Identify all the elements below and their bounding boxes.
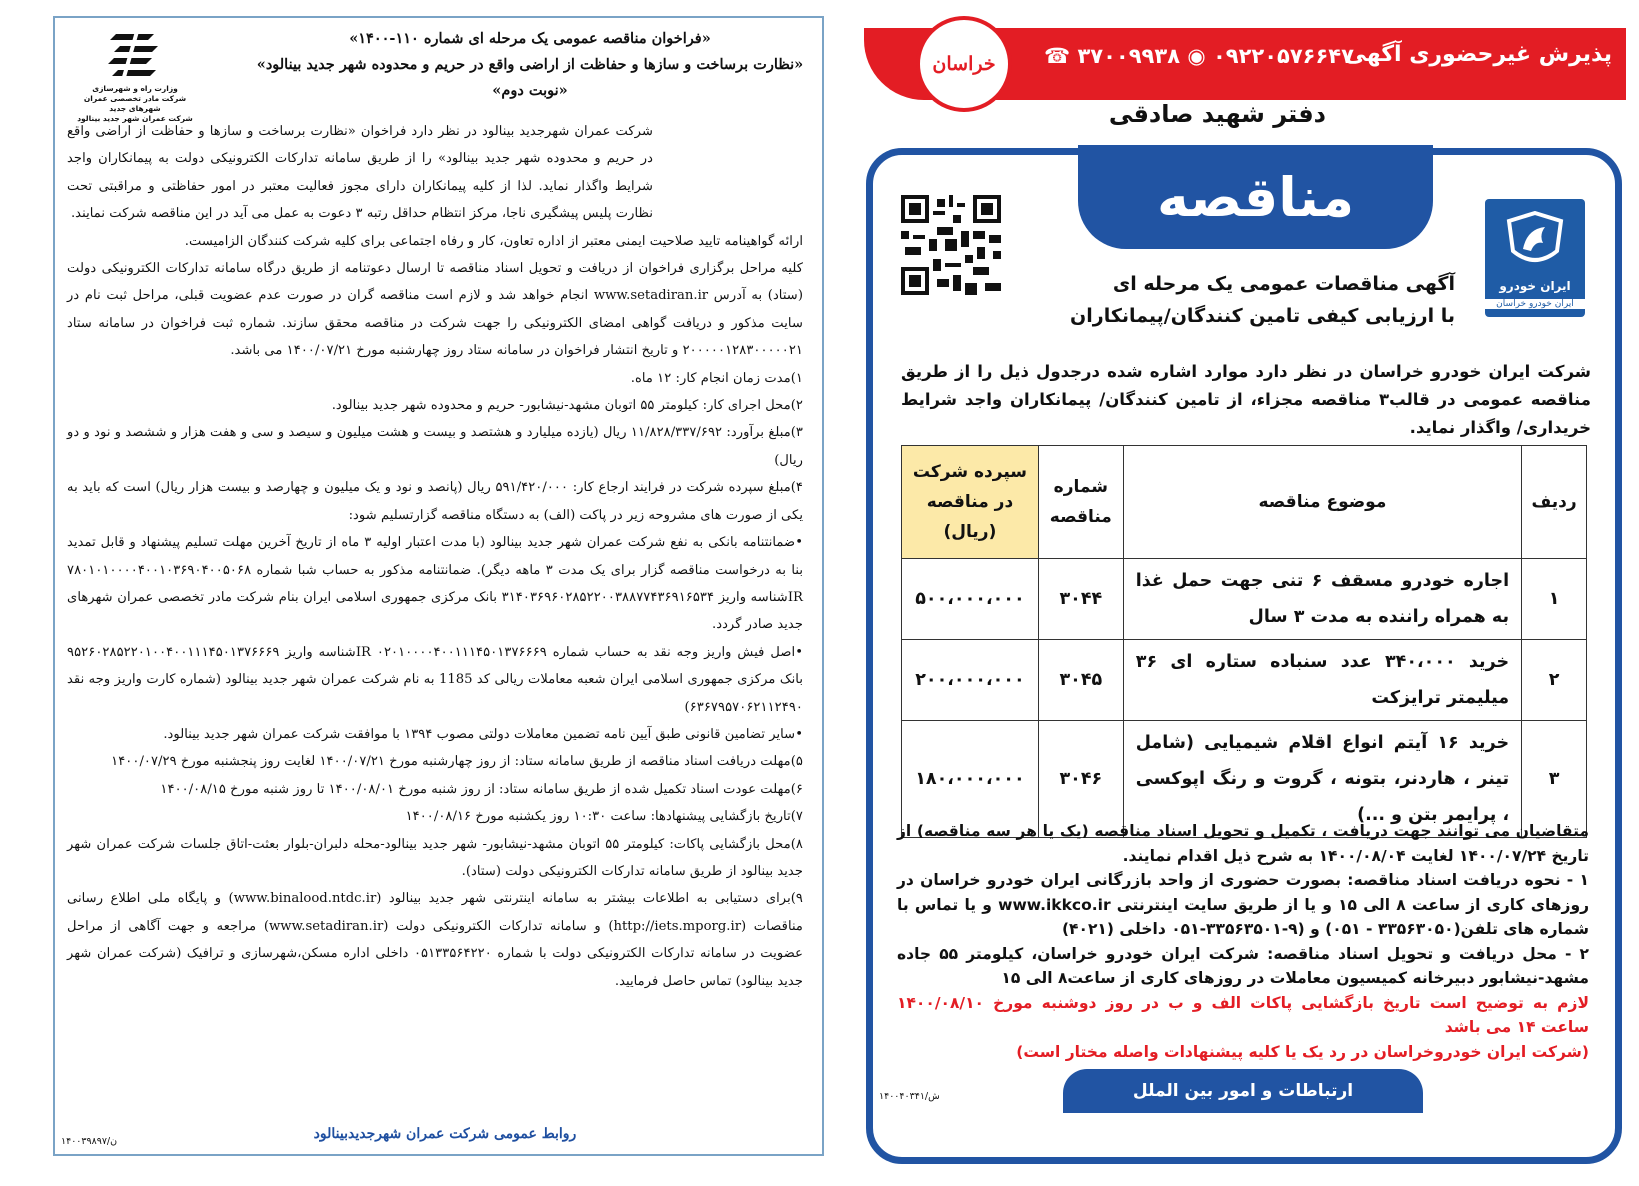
left-paragraph: ۱)مدت زمان انجام کار: ۱۲ ماه. xyxy=(630,370,803,386)
cell-tender-number: ۳۰۴۵ xyxy=(1038,640,1123,721)
tender-tab-title: مناقصه xyxy=(1078,145,1433,249)
tender-frame xyxy=(866,148,1622,1164)
cell-deposit: ۲۰۰،۰۰۰،۰۰۰ xyxy=(902,640,1039,721)
header-subject: موضوع مناقصه xyxy=(1123,446,1521,559)
left-paragraph: ۶)مهلت عودت اسناد تکمیل شده از طریق سامانه ستاد: از روز شنبه مورخ ۱۴۰۰/۰۸/۰۱ تا روز شنبه مورخ ۱۴۰۰/۰۸/۱۵ xyxy=(160,781,803,797)
khorasan-newspaper-logo: خراسان xyxy=(916,16,1012,112)
cell-row-number: ۲ xyxy=(1522,640,1587,721)
note-paragraph: ۱ - نحوه دریافت اسناد مناقصه: بصورت حضوری از واحد بازرگانی ایران خودرو خراسان در روزهای کاری از ساعت ۸ الی ۱۵ و یا از طریق سایت اینترنتی www.ikkco.ir و یا تماس با شماره های تلفن(۳۳۵۶۳۰۵۰ - ۰۵۱) و (۹-۳۳۵۶۳۵۰۱-۰۵۱ داخلی (۴۰۲۱) xyxy=(897,871,1590,938)
red-note: (شرکت ایران خودروخراسان در رد یک یا کلیه پیشنهادات واصله مختار است) xyxy=(1016,1042,1589,1061)
cell-subject: اجاره خودرو مسقف ۶ تنی جهت حمل غذا به همراه راننده به مدت ۳ سال xyxy=(1123,559,1521,640)
tender-notes xyxy=(897,819,1589,1064)
tender-intro: شرکت ایران خودرو خراسان در نظر دارد موارد اشاره شده درجدول ذیل را از طریق مناقصه عمومی در قالب۳ مناقصه مجزاء، از تامین کنندگان/ پیمانکاران واجد شرایط خریداری/ واگذار نماید. xyxy=(901,362,1591,437)
left-paragraph: ۹)برای دستیابی به اطلاعات بیشتر به سامانه اینترنتی شهر جدید بینالود (www.binalood.ntdc.ir) و پایگاه ملی اطلاع رسانی مناقصات (http://iets.mporg.ir) و سامانه تدارکات الکترونیکی دولت (www.setadiran.ir) مراجعه و جهت آگاهی از مراحل عضویت در سامانه تدارکات الکترونیکی دولت با شماره ۰۵۱۳۳۵۶۴۲۲۰ داخلی اداره مسکن،شهرسازی و ترافیک (شرکت عمران شهر جدید بینالود) تماس حاصل فرمایید. xyxy=(67,891,804,989)
table-header-row xyxy=(902,446,1587,559)
left-title-line-1: «فراخوان مناقصه عمومی یک مرحله ای شماره ۱۱۰-۱۴۰۰» xyxy=(349,30,711,47)
cell-row-number: ۱ xyxy=(1522,559,1587,640)
banner-phones: ☎ ۳۷۰۰۹۹۳۸ ◉ ۰۹۲۲۰۵۷۶۶۴۷ xyxy=(1044,44,1354,68)
cell-deposit: ۱۸۰،۰۰۰،۰۰۰ xyxy=(902,721,1039,838)
left-paragraph: کلیه مراحل برگزاری فراخوان از دریافت و تحویل اسناد مناقصه تا ارسال دعوتنامه از طریق درگاه سامانه تدارکات الکترونیکی دولت (ستاد) به آدرس www.setadiran.ir انجام خواهد شد و لازم است مناقصه گران در صورت عدم عضویت قبلی، مراحل ثبت نام در سایت مذکور و دریافت گواهی امضای الکترونیکی را جهت شرکت در مناقصه محقق سازند. شماره ثبت فراخوان در سامانه ستاد ۲۰۰۰۰۰۱۲۸۳۰۰۰۰۰۲۱ و تاریخ انتشار فراخوان در سامانه ستاد روز چهارشنبه مورخ ۱۴۰۰/۰۷/۲۱ می باشد. xyxy=(67,261,804,359)
ikco-logo-subtext: ایران خودرو خراسان xyxy=(1485,299,1585,309)
left-ad-signature: روابط عمومی شرکت عمران شهرجدیدبینالود xyxy=(313,1126,577,1142)
left-paragraph: ارائه گواهینامه تایید صلاحیت ایمنی معتبر از اداره تعاون، کار و رفاه اجتماعی برای کلیه شرکت کنندگان الزامیست. xyxy=(184,233,803,249)
left-paragraph: ۸)محل بازگشایی پاکات: کیلومتر ۵۵ اتوبان مشهد-نیشابور- شهر جدید بینالود-محله دلبران-بلوار بعثت-اتاق جلسات شرکت عمران شهر جدید بینالود از طریق سامانه تدارکات الکترونیکی دولت (ستاد). xyxy=(67,836,803,879)
ikco-logo xyxy=(1485,199,1585,317)
banner-text: پذیرش غیرحضوری آگهی xyxy=(1344,42,1612,67)
left-ad-code: ۱۴۰۰۳۹۸۹۷/ن xyxy=(61,1136,118,1147)
left-paragraph: ۲)محل اجرای کار: کیلومتر ۵۵ اتوبان مشهد-نیشابور- حریم و محدوده شهر جدید بینالود. xyxy=(331,398,803,414)
left-paragraph: ۷)تاریخ بازگشایی پیشنهادها: ساعت ۱۰:۳۰ روز یکشنبه مورخ ۱۴۰۰/۰۸/۱۶ xyxy=(405,809,803,825)
header-tender-number: شماره مناقصه xyxy=(1038,446,1123,559)
red-note: لازم به توضیح است تاریخ بازگشایی پاکات الف و ب در روز دوشنبه مورخ ۱۴۰۰/۰۸/۱۰ ساعت ۱۴ می باشد xyxy=(897,993,1589,1036)
cell-deposit: ۵۰۰،۰۰۰،۰۰۰ xyxy=(902,559,1039,640)
left-ad-body xyxy=(67,118,803,995)
header-deposit: سپرده شرکت در مناقصه (ریال) xyxy=(902,446,1039,559)
left-ad-title xyxy=(245,26,815,104)
horse-shield-icon xyxy=(1505,211,1565,271)
qr-code-icon xyxy=(901,195,1001,295)
left-title-line-3: «نوبت دوم» xyxy=(492,82,568,99)
office-name: دفتر شهید صادقی xyxy=(1108,100,1326,128)
right-ad-code: ۱۴۰۰۴۰۳۴۱/ش xyxy=(879,1091,940,1102)
left-paragraph: شرکت عمران شهرجدید بینالود در نظر دارد فراخوان «نظارت برساخت و سازها و حفاظت از اراضی واقع در حریم و محدوده شهر جدید بینالود» را از طریق سامانه تدارکات الکترونیکی دولت به پیمانکاران واجد شرایط واگذار نماید. لذا از کلیه پیمانکاران دارای مجوز فعالیت معتبر در امور حفاظتی و مراقبتی تحت نظارت پلیس پیشگیری ناجا، مرکز انتظام حداقل رتبه ۳ دعوت به عمل می آید در این مناقصه شرکت نمایند. xyxy=(67,124,653,222)
binalood-tender-ad xyxy=(53,16,824,1156)
table-row xyxy=(902,640,1587,721)
tender-heading-line-1: آگهی مناقصات عمومی یک مرحله ای xyxy=(1112,273,1455,295)
left-paragraph: ۳)مبلغ برآورد: ۱۱/۸۲۸/۳۳۷/۶۹۲ ریال (یازده میلیارد و هشتصد و بیست و هشت میلیون و سیصد و سی و هفت هزار و ششصد و نود و دو ریال) xyxy=(67,425,803,468)
table-row xyxy=(902,559,1587,640)
ikco-tender-ad xyxy=(864,18,1626,1166)
logo-line-2: شرکت مادر تخصصی عمران شهرهای جدید xyxy=(83,94,187,113)
left-paragraph: ۵)مهلت دریافت اسناد مناقصه از طریق سامانه ستاد: از روز چهارشنبه مورخ ۱۴۰۰/۰۷/۲۱ لغایت روز پنجشنبه مورخ ۱۴۰۰/۰۷/۲۹ xyxy=(111,754,803,770)
cell-subject: خرید ۱۶ آیتم انواع اقلام شیمیایی (شامل تینر ، هاردنر، بتونه ، گروت و رنگ اپوکسی ، پرایمر بتن و ...) xyxy=(1123,721,1521,838)
cell-tender-number: ۳۰۴۴ xyxy=(1038,559,1123,640)
left-paragraph: •ضمانتنامه بانکی به نفع شرکت عمران شهر جدید بینالود (با مدت اعتبار اولیه ۳ ماه از تاریخ آخرین مهلت تسلیم پیشنهاد و قابل تمدید بنا به درخواست مناقصه گزار برای یک مدت ۳ ماهه دیگر). ضمانتنامه مذکور به حساب شبا شماره ۷۸۰۱۰۱۰۰۰۰۴۰۰۱۰۳۶۹۰۴۰۰۵۰۶۸ IRشناسه واریز ۳۱۴۰۳۶۹۶۰۲۸۵۲۲۰۰۳۸۸۷۷۴۳۶۹۱۶۵۳۴ بانک مرکزی جمهوری اسلامی ایران بنام شرکت مادر تخصصی عمران شهرهای جدید صادر گردد. xyxy=(67,535,804,633)
header-row-number: ردیف xyxy=(1522,446,1587,559)
note-paragraph: متقاضیان می توانند جهت دریافت ، تکمیل و تحویل اسناد مناقصه (یک یا هر سه مناقصه) از تاریخ ۱۴۰۰/۰۷/۲۴ لغایت ۱۴۰۰/۰۸/۰۴ به شرح ذیل اقدام نمایند. xyxy=(897,822,1589,865)
cell-subject: خرید ۳۴۰،۰۰۰ عدد سنباده ستاره ای ۳۶ میلیمتر ترایزکت xyxy=(1123,640,1521,721)
logo-line-1: وزارت راه و شهرسازی xyxy=(92,84,178,93)
tender-heading-line-2: با ارزیابی کیفی تامین کنندگان/پیمانکاران xyxy=(1070,305,1455,327)
note-paragraph: ۲ - محل دریافت و تحویل اسناد مناقصه: شرکت ایران خودرو خراسان، کیلومتر ۵۵ جاده مشهد-نیشابور دبیرخانه کمیسیون معاملات در روزهای کاری از ساعت۸ الی ۱۵ xyxy=(897,944,1589,987)
left-title-line-2: «نظارت برساخت و سازها و حفاظت از اراضی واقع در حریم و محدوده شهر جدید بینالود» xyxy=(256,56,804,73)
public-relations-bar: ارتباطات و امور بین الملل xyxy=(1063,1069,1423,1113)
left-paragraph: ۴)مبلغ سپرده شرکت در فرایند ارجاع کار: ۵۹۱/۴۲۰/۰۰۰ ریال (پانصد و نود و یک میلیون و چهارصد و بیست هزار ریال) است که باید به یکی از صورت های مشروحه زیر در پاکت (الف) به دستگاه مناقصه گزارتسلیم شود: xyxy=(67,480,803,523)
cell-row-number: ۳ xyxy=(1522,721,1587,838)
logo-line-3: شرکت عمران شهر جدید بینالود xyxy=(77,114,193,123)
left-paragraph: •سایر تضامین قانونی طبق آیین نامه تضمین معاملات دولتی مصوب ۱۳۹۴ با موافقت شرکت عمران شهر جدید بینالود. xyxy=(163,726,803,742)
new-towns-emblem-icon xyxy=(108,28,162,84)
tender-table xyxy=(901,445,1587,838)
left-paragraph: •اصل فیش واریز وجه نقد به حساب شماره ۰۲۰۱۰۰۰۰۴۰۰۱۱۱۴۵۰۱۳۷۶۶۶۹ IRشناسه واریز ۹۵۲۶۰۲۸۵۲۲۰۱۰۰۴۰۰۱۱۱۴۵۰۱۳۷۶۶۶۹ بانک مرکزی جمهوری اسلامی ایران شعبه معاملات ریالی کد 1185 به نام شرکت عمران شهر جدید بینالود (شماره کارت واریز وجه نقد ۶۳۶۷۹۵۷۰۶۲۱۱۲۴۹۰) xyxy=(67,644,803,715)
ikco-logo-text: ایران خودرو xyxy=(1499,279,1571,293)
cell-tender-number: ۳۰۴۶ xyxy=(1038,721,1123,838)
